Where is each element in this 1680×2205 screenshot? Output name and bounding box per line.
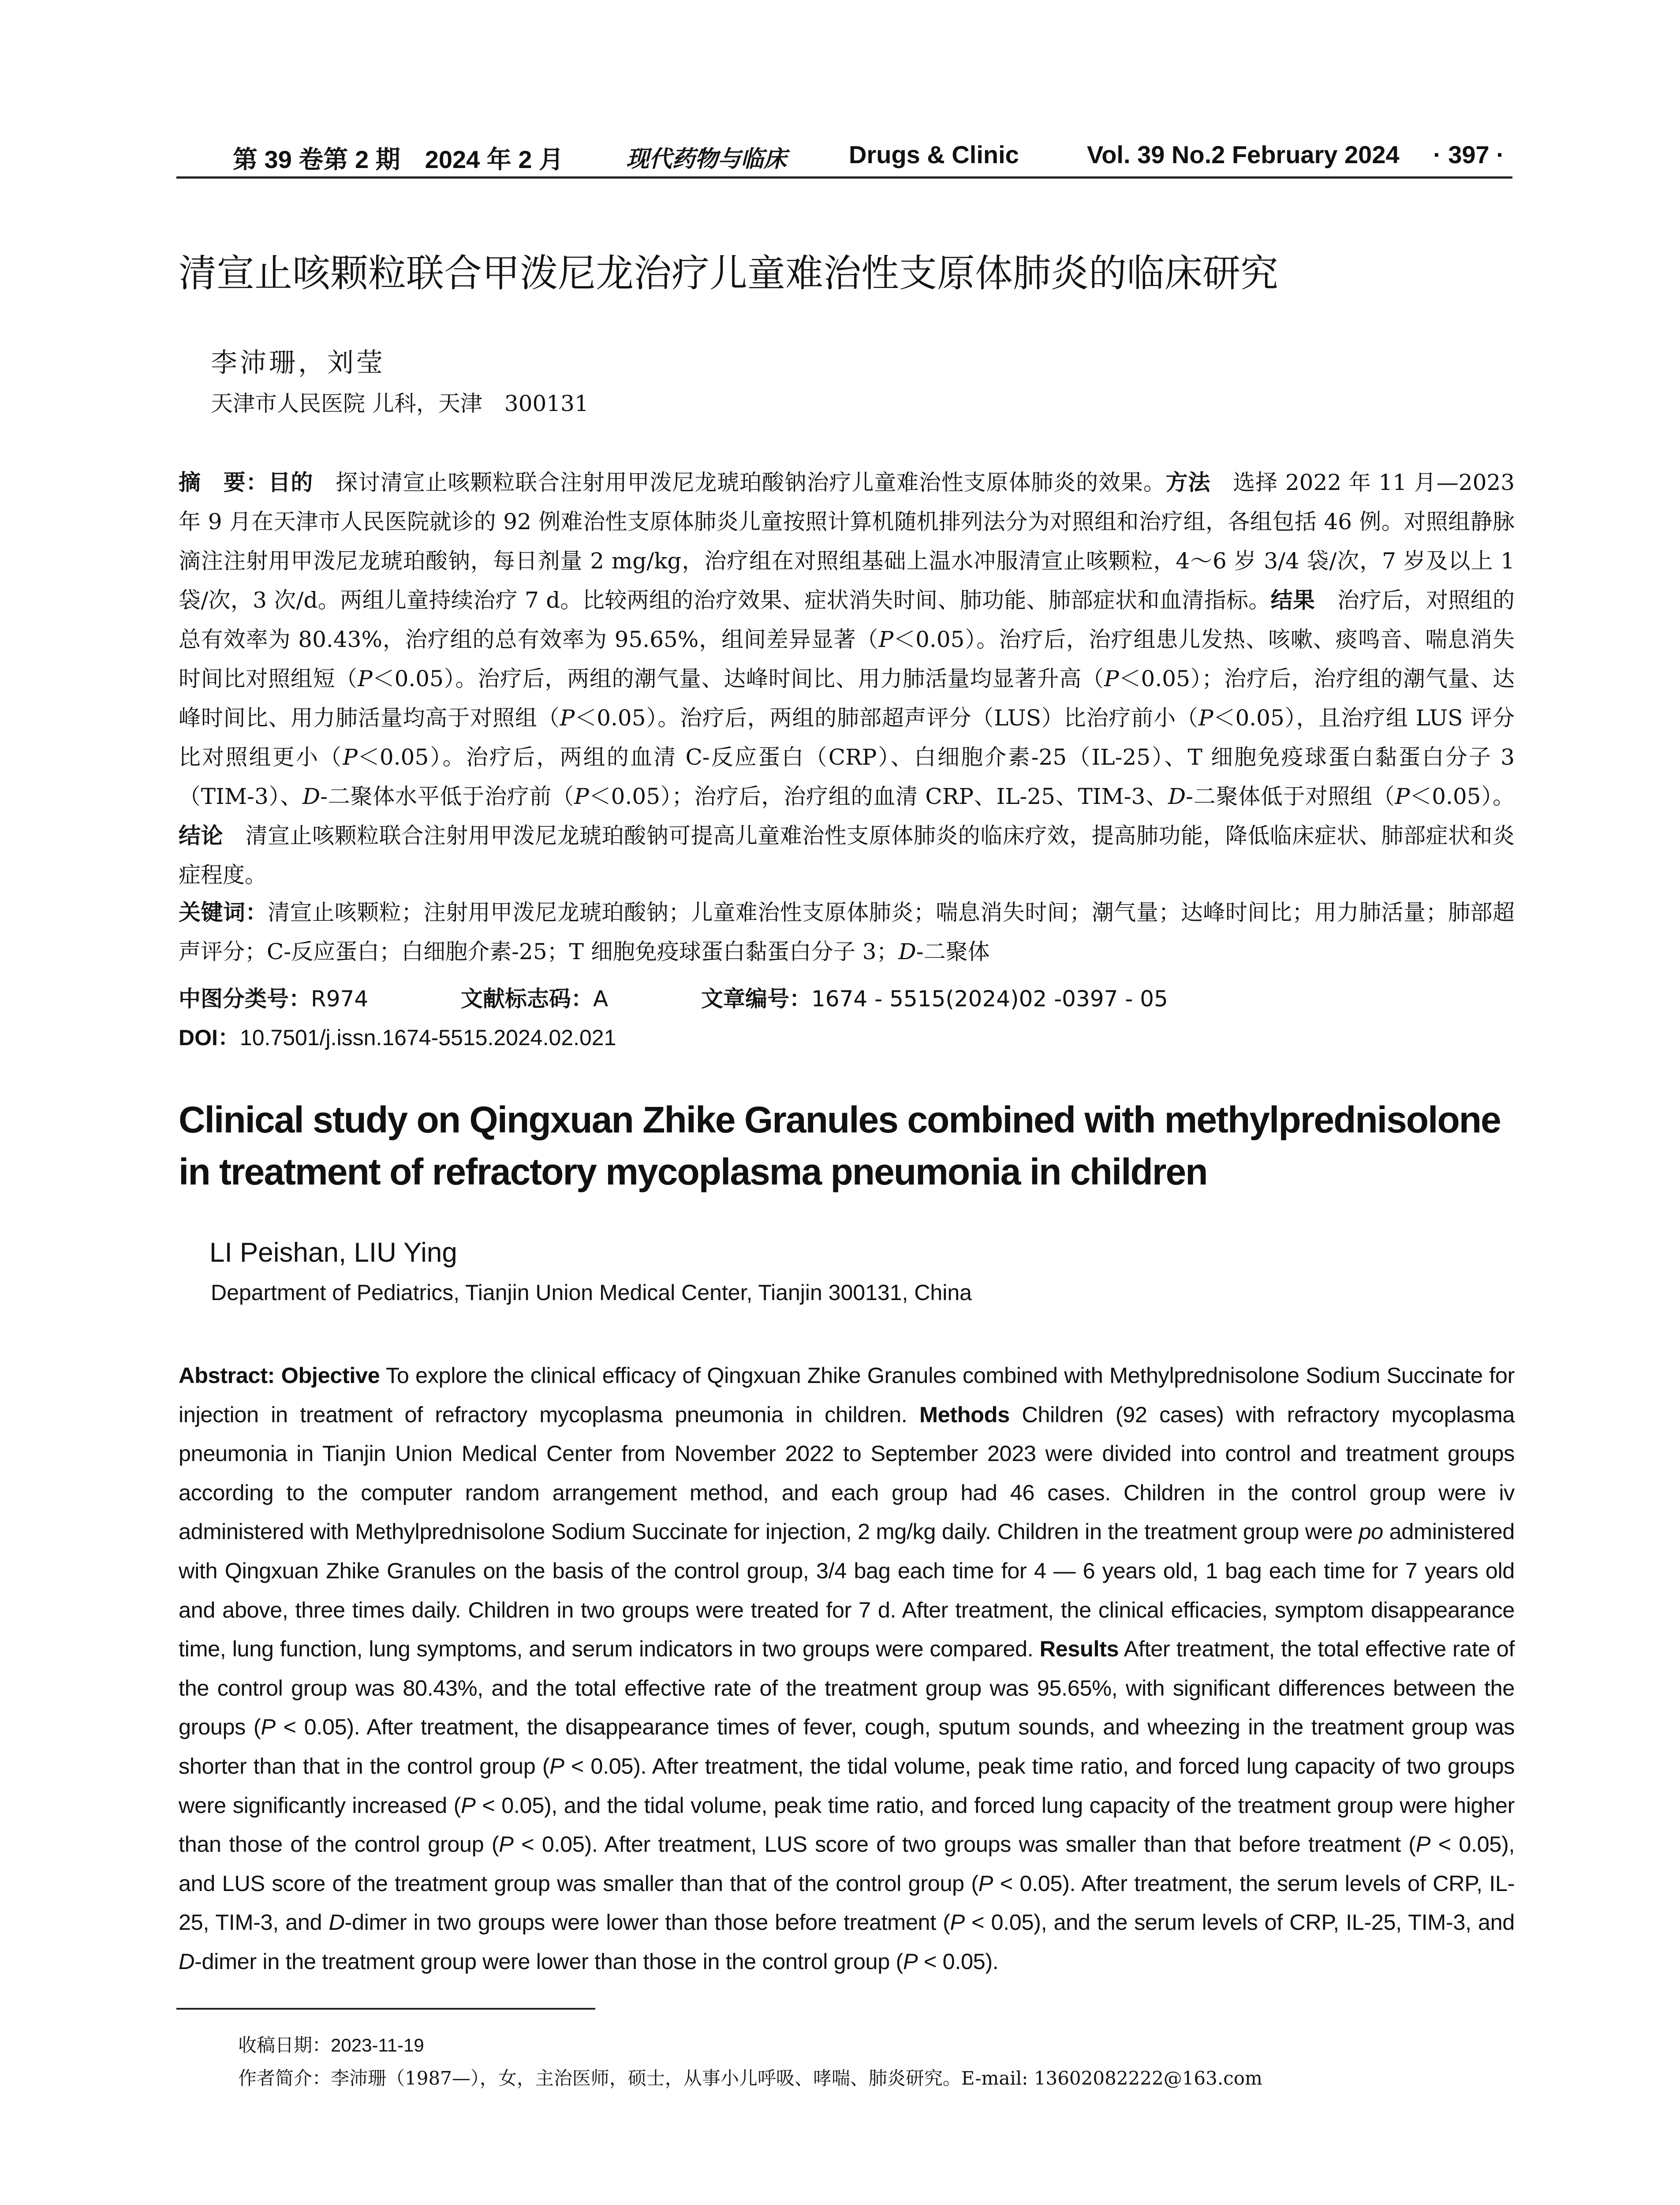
results-cn-9: ＜0.05）；治疗后，治疗组的血清 CRP、IL-25、TIM-3、 bbox=[589, 784, 1168, 809]
keywords-label-cn: 关键词： bbox=[179, 900, 268, 925]
article-label: 文章编号： bbox=[701, 986, 811, 1012]
methods-en-2: administered with Qingxuan Zhike Granules on the basis of the control group, 3/4 bag each time for 4 — 6 years old, 1 bag each time for 7 years old and above, three times daily. Children in two groups were treated for 7 d. After treatment, the clinical efficacies, symptom disappearance time, lung function, lung symptoms, and serum indicators in two groups were compared. bbox=[179, 1519, 1515, 1662]
p-symbol: P bbox=[261, 1714, 276, 1740]
affiliation-en: Department of Pediatrics, Tianjin Union Medical Center, Tianjin 300131, China bbox=[211, 1280, 972, 1305]
results-en-3: < 0.05). After treatment, the tidal volume, peak time ratio, and forced lung capacity of two groups were significantly increased ( bbox=[179, 1753, 1515, 1818]
p-symbol: P bbox=[499, 1831, 514, 1857]
footnote-received bbox=[238, 2031, 424, 2057]
doc-label: 文献标志码： bbox=[461, 986, 593, 1012]
received-label: 收稿日期： bbox=[238, 2034, 331, 2056]
doi-label: DOI： bbox=[179, 1025, 240, 1050]
d-symbol: D bbox=[898, 939, 916, 964]
p-symbol: P bbox=[978, 1870, 993, 1896]
results-cn-10: -二聚体低于对照组（ bbox=[1186, 784, 1395, 809]
p-symbol: P bbox=[903, 1948, 918, 1974]
objective-label-cn: 目的 bbox=[268, 470, 314, 495]
d-symbol: D bbox=[329, 1910, 345, 1935]
p-symbol: P bbox=[878, 627, 894, 652]
received-date: 2023-11-19 bbox=[331, 2035, 424, 2056]
article-title-cn: 清宣止咳颗粒联合甲泼尼龙治疗儿童难治性支原体肺炎的临床研究 bbox=[179, 251, 1278, 295]
header-volume-en: Vol. 39 No.2 February 2024 bbox=[1087, 141, 1400, 168]
results-cn-2: ＜0.05）。治疗后，治疗组患儿发热、咳嗽、痰鸣音、喘息消失时间比对照组短（ bbox=[179, 627, 1515, 691]
results-en-7: < 0.05). After treatment, the serum levels of CRP, IL-25, TIM-3, and bbox=[179, 1870, 1515, 1935]
results-en-8: -dimer in two groups were lower than those before treatment ( bbox=[344, 1910, 950, 1935]
results-cn-6: ＜0.05），且治疗组 LUS 评分比对照组更小（ bbox=[179, 705, 1515, 770]
doi-value[interactable]: 10.7501/j.issn.1674-5515.2024.02.021 bbox=[239, 1025, 616, 1050]
footnote-author bbox=[238, 2064, 1262, 2090]
affiliation-cn: 天津市人民医院 儿科，天津 300131 bbox=[211, 391, 589, 416]
results-en-11: < 0.05). bbox=[918, 1948, 999, 1974]
p-symbol: P bbox=[950, 1910, 965, 1935]
conclusion-label-cn: 结论 bbox=[179, 823, 224, 848]
d-symbol: D bbox=[302, 784, 321, 809]
p-symbol: P bbox=[560, 705, 575, 731]
header-rule bbox=[176, 176, 1512, 179]
authors-cn: 李沛珊，刘莹 bbox=[211, 348, 385, 378]
p-symbol: P bbox=[574, 784, 589, 809]
article-value: 1674 - 5515(2024)02 -0397 - 05 bbox=[811, 986, 1168, 1012]
author-label: 作者简介： bbox=[238, 2067, 331, 2089]
abstract-cn-label: 摘 要： bbox=[179, 470, 269, 495]
header-journal-cn: 现代药物与临床 bbox=[626, 146, 787, 172]
p-symbol: P bbox=[1104, 666, 1119, 691]
results-label-cn: 结果 bbox=[1270, 587, 1315, 613]
article-title-en: Clinical study on Qingxuan Zhike Granules combined with methylprednisolone in treatment of refractory mycoplasma pneumonia in children bbox=[179, 1099, 1501, 1192]
methods-en-1: Children (92 cases) with refractory mycoplasma pneumonia in Tianjin Union Medical Center from November 2022 to September 2023 were divided into control and treatment groups according to the computer random arrangement method, and each group had 46 cases. Children in the control group were iv administered with Methylprednisolone Sodium Succinate for injection, 2 mg/kg daily. Children in the treatment group were bbox=[179, 1401, 1515, 1544]
doc-value: A bbox=[593, 986, 609, 1012]
doi-line bbox=[179, 1020, 616, 1052]
results-cn-11: ＜0.05）。 bbox=[1410, 784, 1515, 809]
results-en-6: < 0.05), and LUS score of the treatment group was smaller than that of the control group ( bbox=[179, 1831, 1515, 1896]
methods-label-cn: 方法 bbox=[1165, 470, 1211, 495]
objective-en: To explore the clinical efficacy of Qingxuan Zhike Granules combined with Methylprednisolone Sodium Succinate for injection in treatment of refractory mycoplasma pneumonia in children. bbox=[179, 1363, 1515, 1427]
results-cn-8: -二聚体水平低于治疗前（ bbox=[320, 784, 575, 809]
conclusion-cn: 清宣止咳颗粒联合注射用甲泼尼龙琥珀酸钠可提高儿童难治性支原体肺炎的临床疗效，提高肺功能，降低临床症状、肺部症状和炎症程度。 bbox=[179, 823, 1515, 888]
results-cn-3: ＜0.05）。治疗后，两组的潮气量、达峰时间比、用力肺活量均显著升高（ bbox=[372, 666, 1104, 691]
abstract-cn bbox=[179, 463, 1515, 895]
abstract-en-label: Abstract: bbox=[179, 1363, 275, 1388]
d-symbol: D bbox=[1168, 784, 1186, 809]
objective-cn: 探讨清宣止咳颗粒联合注射用甲泼尼龙琥珀酸钠治疗儿童难治性支原体肺炎的效果。 bbox=[313, 470, 1166, 495]
clc-label: 中图分类号： bbox=[179, 986, 311, 1012]
p-symbol: P bbox=[1415, 1831, 1431, 1857]
header-volume-cn: 第 39 卷第 2 期 2024 年 2 月 bbox=[233, 146, 564, 173]
results-label-en: Results bbox=[1039, 1636, 1119, 1662]
results-en-4: < 0.05), and the tidal volume, peak time ratio, and forced lung capacity of the treatment group were higher than those of the control group ( bbox=[179, 1792, 1515, 1857]
results-cn-7: ＜0.05）。治疗后，两组的血清 C-反应蛋白（CRP）、白细胞介素-25（IL-25）、T 细胞免疫球蛋白黏蛋白分子 3（TIM-3）、 bbox=[179, 744, 1515, 809]
author-bio: 李沛珊（1987—），女，主治医师，硕士，从事小儿呼吸、哮喘、肺炎研究。E-mail: 13602082222@163.com bbox=[331, 2067, 1262, 2089]
header-journal-en: Drugs & Clinic bbox=[849, 141, 1019, 168]
p-symbol: P bbox=[1198, 705, 1213, 731]
results-en-1: After treatment, the total effective rate of the control group was 80.43%, and the total effective rate of the treatment group was 95.65%, with significant differences between the groups ( bbox=[179, 1636, 1515, 1740]
abstract-en bbox=[179, 1356, 1515, 1981]
results-cn-4: ＜0.05）；治疗后，治疗组的潮气量、达峰时间比、用力肺活量均高于对照组（ bbox=[179, 666, 1515, 731]
header-page-number: · 397 · bbox=[1433, 141, 1505, 168]
d-symbol: D bbox=[179, 1948, 195, 1974]
results-en-10: -dimer in the treatment group were lower than those in the control group ( bbox=[194, 1948, 903, 1974]
p-symbol: P bbox=[549, 1753, 564, 1779]
keywords-cn bbox=[179, 893, 1515, 972]
article-number bbox=[701, 981, 1168, 1013]
methods-cn: 选择 2022 年 11 月—2023 年 9 月在天津市人民医院就诊的 92 例难治性支原体肺炎儿童按照计算机随机排列法分为对照组和治疗组，各组包括 46 例。对照组静脉滴注注射用甲泼尼龙琥珀酸钠，每日剂量 2 mg/kg，治疗组在对照组基础上温水冲服清宣止咳颗粒，4～6 岁 3/4 袋/次，7 岁及以上 1 袋/次，3 次/d。两组儿童持续治疗 7 d。比较两组的治疗效果、症状消失时间、肺功能、肺部症状和血清指标。 bbox=[179, 470, 1515, 613]
classification-line bbox=[179, 981, 368, 1013]
keywords-text-cn: 清宣止咳颗粒；注射用甲泼尼龙琥珀酸钠；儿童难治性支原体肺炎；喘息消失时间；潮气量；达峰时间比；用力肺活量；肺部超声评分；C-反应蛋白；白细胞介素-25；T 细胞免疫球蛋白黏蛋白分子 3； bbox=[179, 900, 1515, 964]
p-symbol: P bbox=[1395, 784, 1410, 809]
footnote-rule bbox=[176, 2008, 595, 2010]
po-abbrev: po bbox=[1359, 1519, 1383, 1544]
p-symbol: P bbox=[343, 744, 358, 770]
keywords-tail-cn: -二聚体 bbox=[916, 939, 990, 964]
results-cn-1: 治疗后，对照组的总有效率为 80.43%，治疗组的总有效率为 95.65%，组间差异显著（ bbox=[179, 587, 1515, 652]
results-en-5: < 0.05). After treatment, LUS score of two groups was smaller than that before treatment ( bbox=[513, 1831, 1416, 1857]
authors-en: LI Peishan, LIU Ying bbox=[209, 1237, 457, 1268]
p-symbol: P bbox=[461, 1792, 476, 1818]
results-en-2: < 0.05). After treatment, the disappearance times of fever, cough, sputum sounds, and wheezing in the treatment group was shorter than that in the control group ( bbox=[179, 1714, 1515, 1779]
results-cn-5: ＜0.05）。治疗后，两组的肺部超声评分（LUS）比治疗前小（ bbox=[575, 705, 1198, 731]
objective-label-en: Objective bbox=[281, 1363, 380, 1388]
p-symbol: P bbox=[357, 666, 373, 691]
results-en-9: < 0.05), and the serum levels of CRP, IL-25, TIM-3, and bbox=[964, 1910, 1515, 1935]
clc-value: R974 bbox=[311, 986, 369, 1012]
doc-code bbox=[461, 981, 608, 1013]
methods-label-en: Methods bbox=[919, 1401, 1010, 1427]
